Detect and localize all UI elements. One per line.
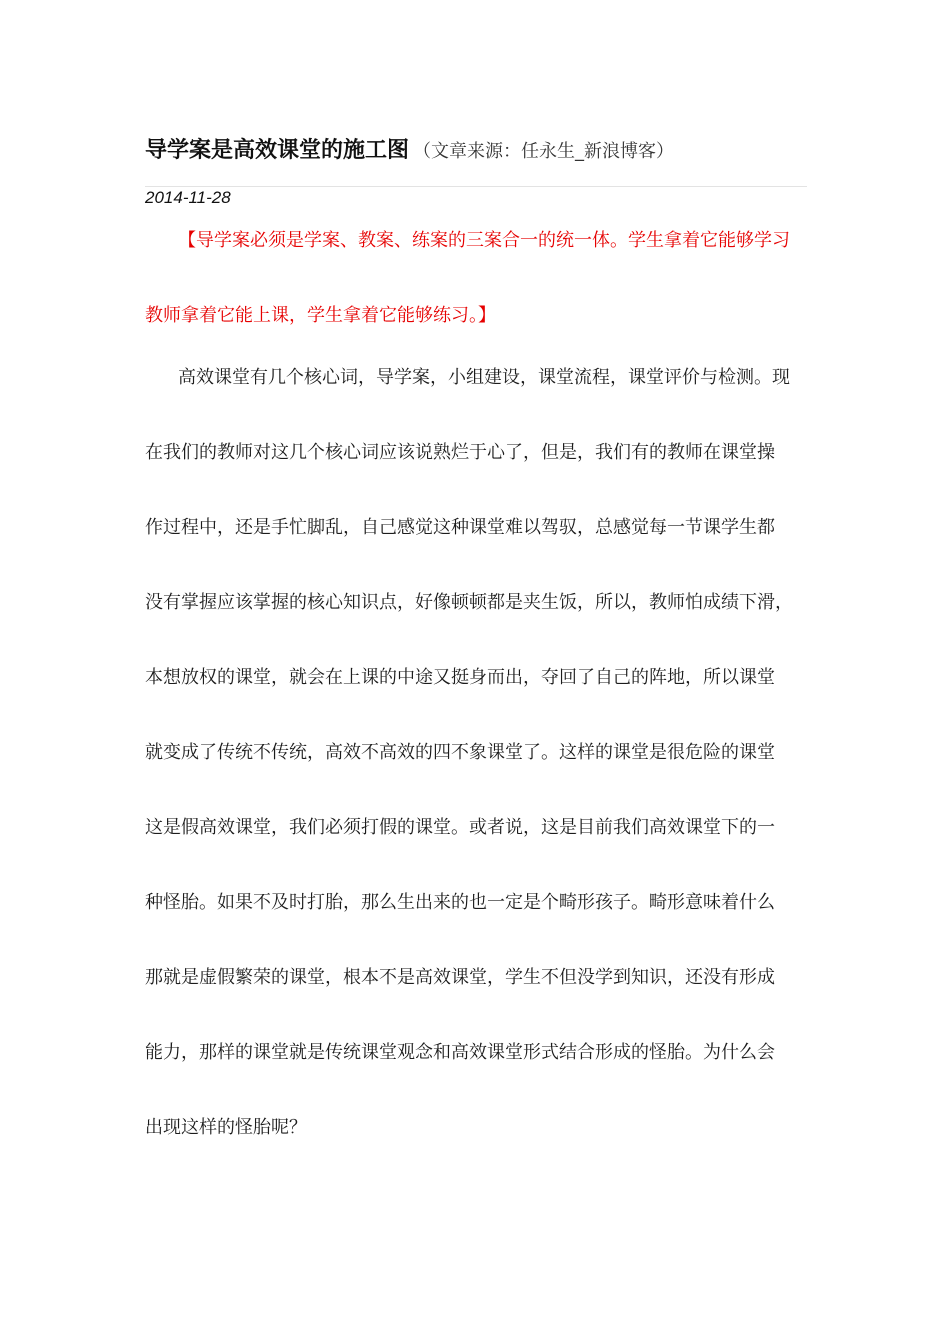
body-paragraph xyxy=(145,363,810,1188)
body-line: 就变成了传统不传统，高效不高效的四不象课堂了。这样的课堂是很危险的课堂 xyxy=(145,742,775,763)
body-line: 那就是虚假繁荣的课堂，根本不是高效课堂，学生不但没学到知识，还没有形成 xyxy=(145,967,775,988)
article-source: （文章来源：任永生_新浪博客） xyxy=(413,141,675,162)
body-line: 能力，那样的课堂就是传统课堂观念和高效课堂形式结合形成的怪胎。为什么会 xyxy=(145,1042,775,1063)
header-divider xyxy=(145,186,807,187)
body-line: 本想放权的课堂，就会在上课的中途又挺身而出，夺回了自己的阵地，所以课堂 xyxy=(145,667,775,688)
article-date: 2014-11-28 xyxy=(145,188,231,207)
highlight-paragraph xyxy=(145,226,810,376)
body-line: 这是假高效课堂，我们必须打假的课堂。或者说，这是目前我们高效课堂下的一 xyxy=(145,817,775,838)
highlight-line: 教师拿着它能上课，学生拿着它能够练习。】 xyxy=(145,305,496,326)
body-line: 高效课堂有几个核心词，导学案，小组建设，课堂流程，课堂评价与检测。现 xyxy=(178,367,790,388)
body-line: 没有掌握应该掌握的核心知识点，好像顿顿都是夹生饭，所以，教师怕成绩下滑， xyxy=(145,592,793,613)
body-line: 在我们的教师对这几个核心词应该说熟烂于心了，但是，我们有的教师在课堂操 xyxy=(145,442,775,463)
highlight-line: 【导学案必须是学案、教案、练案的三案合一的统一体。学生拿着它能够学习 xyxy=(178,230,790,251)
article-header xyxy=(145,133,810,164)
body-line: 种怪胎。如果不及时打胎，那么生出来的也一定是个畸形孩子。畸形意味着什么 xyxy=(145,892,775,913)
body-line: 出现这样的怪胎呢？ xyxy=(145,1117,307,1138)
body-line: 作过程中，还是手忙脚乱，自己感觉这种课堂难以驾驭，总感觉每一节课学生都 xyxy=(145,517,775,538)
article-title: 导学案是高效课堂的施工图 xyxy=(145,138,410,163)
